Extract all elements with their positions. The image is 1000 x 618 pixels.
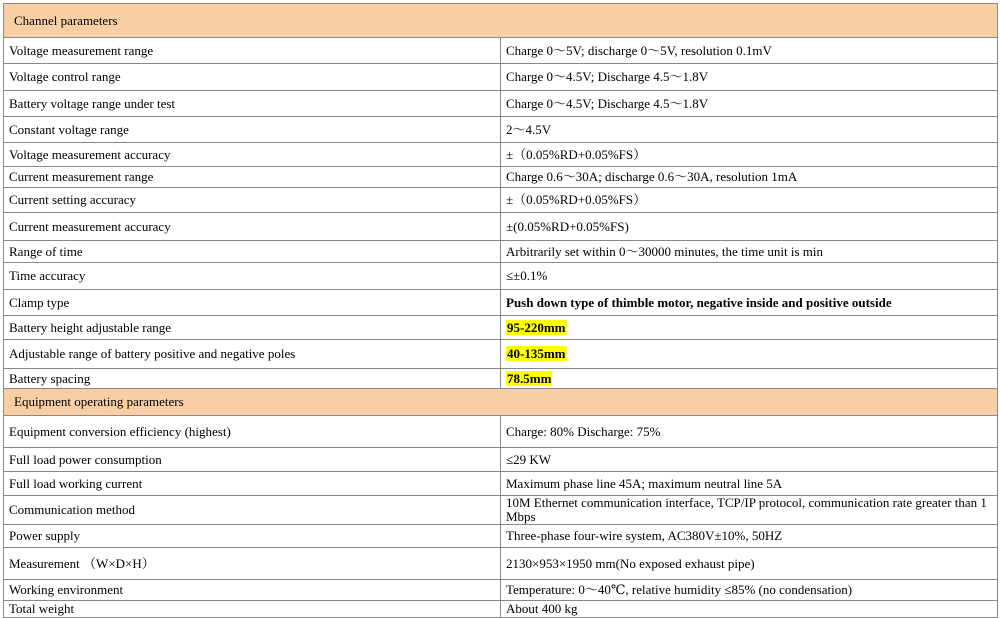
table-row [4,263,998,290]
param-value: Temperature: 0～40℃, relative humidity ≤85% (no condensation) [501,580,998,601]
param-value: ±（0.05%RD+0.05%FS） [501,188,998,213]
param-value: Charge: 80% Discharge: 75% [501,416,998,448]
spec-table [3,3,998,618]
param-value: About 400 kg [501,601,998,618]
param-value: 10M Ethernet communication interface, TCP/IP protocol, communication rate greater than 1 Mbps [501,496,998,525]
param-value-cell [501,340,998,369]
section-header-channel [4,4,998,38]
param-name: Power supply [4,525,501,548]
param-name: Measurement （W×D×H） [4,548,501,580]
table-row [4,601,998,618]
param-value: Maximum phase line 45A; maximum neutral line 5A [501,472,998,496]
table-row [4,290,998,316]
param-name: Range of time [4,241,501,263]
table-row [4,64,998,91]
section-title: Channel parameters [4,4,998,38]
table-row [4,369,998,389]
param-value: Charge 0～4.5V; Discharge 4.5～1.8V [501,64,998,91]
param-name: Full load power consumption [4,448,501,472]
param-value: 2～4.5V [501,117,998,143]
table-row [4,213,998,241]
param-value-cell [501,316,998,340]
section-header-equipment [4,389,998,416]
param-name: Clamp type [4,290,501,316]
highlighted-value: 40-135mm [507,346,566,361]
param-name: Battery voltage range under test [4,91,501,117]
table-row [4,340,998,369]
section-title: Equipment operating parameters [4,389,998,416]
param-value: Three-phase four-wire system, AC380V±10%, 50HZ [501,525,998,548]
param-name: Full load working current [4,472,501,496]
table-row [4,416,998,448]
param-name: Voltage measurement range [4,38,501,64]
param-value: Charge 0～5V; discharge 0～5V, resolution 0.1mV [501,38,998,64]
param-value: ≤29 KW [501,448,998,472]
highlighted-value: 78.5mm [507,370,552,386]
param-name: Time accuracy [4,263,501,290]
highlighted-value: 95-220mm [507,319,566,335]
table-row [4,38,998,64]
table-row [4,316,998,340]
param-value: Arbitrarily set within 0～30000 minutes, the time unit is min [501,241,998,263]
table-row [4,91,998,117]
param-name: Adjustable range of battery positive and negative poles [4,340,501,369]
param-value: Charge 0～4.5V; Discharge 4.5～1.8V [501,91,998,117]
table-row [4,167,998,188]
param-name: Equipment conversion efficiency (highest) [4,416,501,448]
table-row [4,496,998,525]
param-value: ±(0.05%RD+0.05%FS) [501,213,998,241]
param-value: Charge 0.6～30A; discharge 0.6～30A, resolution 1mA [501,167,998,188]
table-row [4,448,998,472]
param-name: Total weight [4,601,501,618]
param-name: Voltage measurement accuracy [4,143,501,167]
param-value-cell [501,369,998,389]
param-value: Push down type of thimble motor, negative inside and positive outside [501,290,998,316]
table-row [4,548,998,580]
param-name: Battery height adjustable range [4,316,501,340]
param-name: Current measurement range [4,167,501,188]
table-row [4,472,998,496]
param-value: ≤±0.1% [501,263,998,290]
param-name: Current measurement accuracy [4,213,501,241]
param-name: Voltage control range [4,64,501,91]
table-row [4,241,998,263]
param-value: ±（0.05%RD+0.05%FS） [501,143,998,167]
param-value: 2130×953×1950 mm(No exposed exhaust pipe) [501,548,998,580]
table-row [4,525,998,548]
table-row [4,580,998,601]
table-row [4,143,998,167]
param-name: Current setting accuracy [4,188,501,213]
param-name: Working environment [4,580,501,601]
table-row [4,117,998,143]
table-row [4,188,998,213]
param-name: Constant voltage range [4,117,501,143]
param-name: Communication method [4,496,501,525]
param-name: Battery spacing [4,369,501,389]
